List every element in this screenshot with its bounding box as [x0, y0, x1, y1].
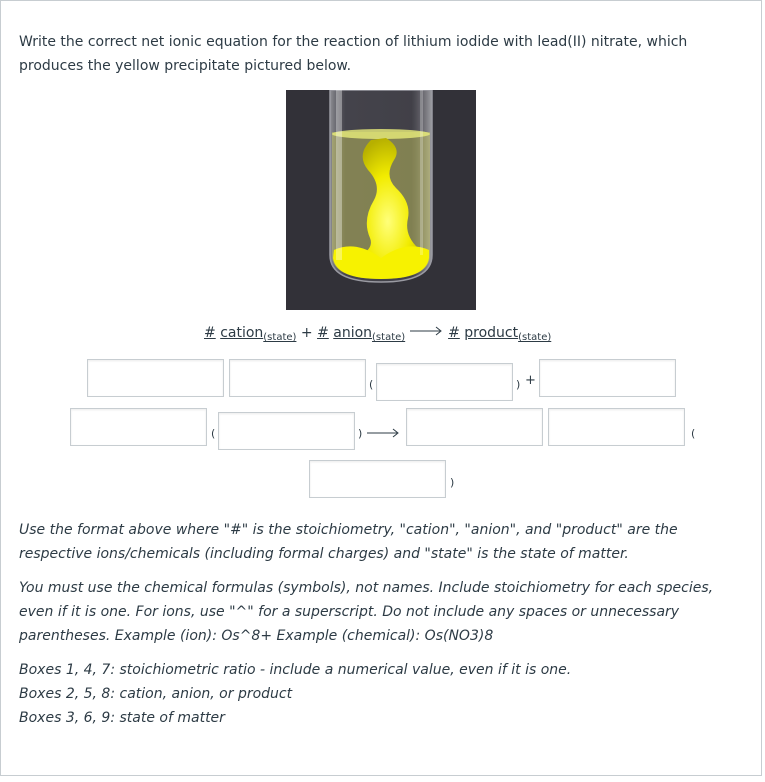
instructions-format: Use the format above where "#" is the stoichiometry, "cation", "anion", and "product" are the respective ions/chemicals (including formal charges) and "state" is the state of matter. — [19, 522, 678, 562]
format-stoich-1: # — [204, 325, 216, 341]
format-state-3: (state) — [518, 332, 552, 343]
instructions-boxes — [19, 658, 744, 730]
format-stoich-2: # — [317, 325, 329, 341]
answer-box-3[interactable] — [376, 363, 513, 401]
instructions — [19, 518, 744, 740]
format-state-1: (state) — [263, 332, 297, 343]
answer-box-9[interactable] — [309, 460, 446, 498]
open-paren-1: ( — [369, 378, 374, 391]
format-state-2: (state) — [372, 332, 406, 343]
instructions-formulas: You must use the chemical formulas (symbols), not names. Include stoichiometry for each species, even if it is one. For ions, use "^" for a superscript. Do not include any spaces or unnecessary parentheses. Example (ion): Os^8+ Example (chemical): Os(NO3)8 — [19, 580, 714, 644]
format-reaction-arrow-icon — [410, 326, 444, 336]
instructions-boxes-state: Boxes 3, 6, 9: state of matter — [19, 710, 225, 726]
open-paren-3: ( — [691, 427, 696, 440]
close-paren-3: ) — [450, 476, 455, 489]
answer-box-5[interactable] — [70, 408, 207, 446]
answer-box-1[interactable] — [87, 359, 224, 397]
close-paren-2: ) — [358, 427, 363, 440]
answer-box-4[interactable] — [539, 359, 676, 397]
format-cation: cation — [220, 325, 264, 341]
open-paren-2: ( — [211, 427, 216, 440]
answer-box-6[interactable] — [218, 412, 355, 450]
format-anion: anion — [333, 325, 373, 341]
question-text: Write the correct net ionic equation for the reaction of lithium iodide with lead(II) nitrate, which produces the yellow precipitate pictured below. — [19, 34, 688, 74]
format-product: product — [464, 325, 519, 341]
format-stoich-3: # — [448, 325, 460, 341]
answer-box-2[interactable] — [229, 359, 366, 397]
close-paren-1: ) — [516, 378, 521, 391]
plus-sign: + — [525, 373, 536, 388]
instructions-boxes-stoich: Boxes 1, 4, 7: stoichiometric ratio - include a numerical value, even if it is one. — [19, 662, 572, 678]
format-plus: + — [300, 325, 313, 341]
equation-format — [204, 325, 584, 349]
reaction-arrow-icon — [367, 428, 401, 438]
answer-box-8[interactable] — [548, 408, 685, 446]
instructions-boxes-species: Boxes 2, 5, 8: cation, anion, or product — [19, 686, 293, 702]
test-tube-image — [286, 90, 476, 310]
answer-box-7[interactable] — [406, 408, 543, 446]
